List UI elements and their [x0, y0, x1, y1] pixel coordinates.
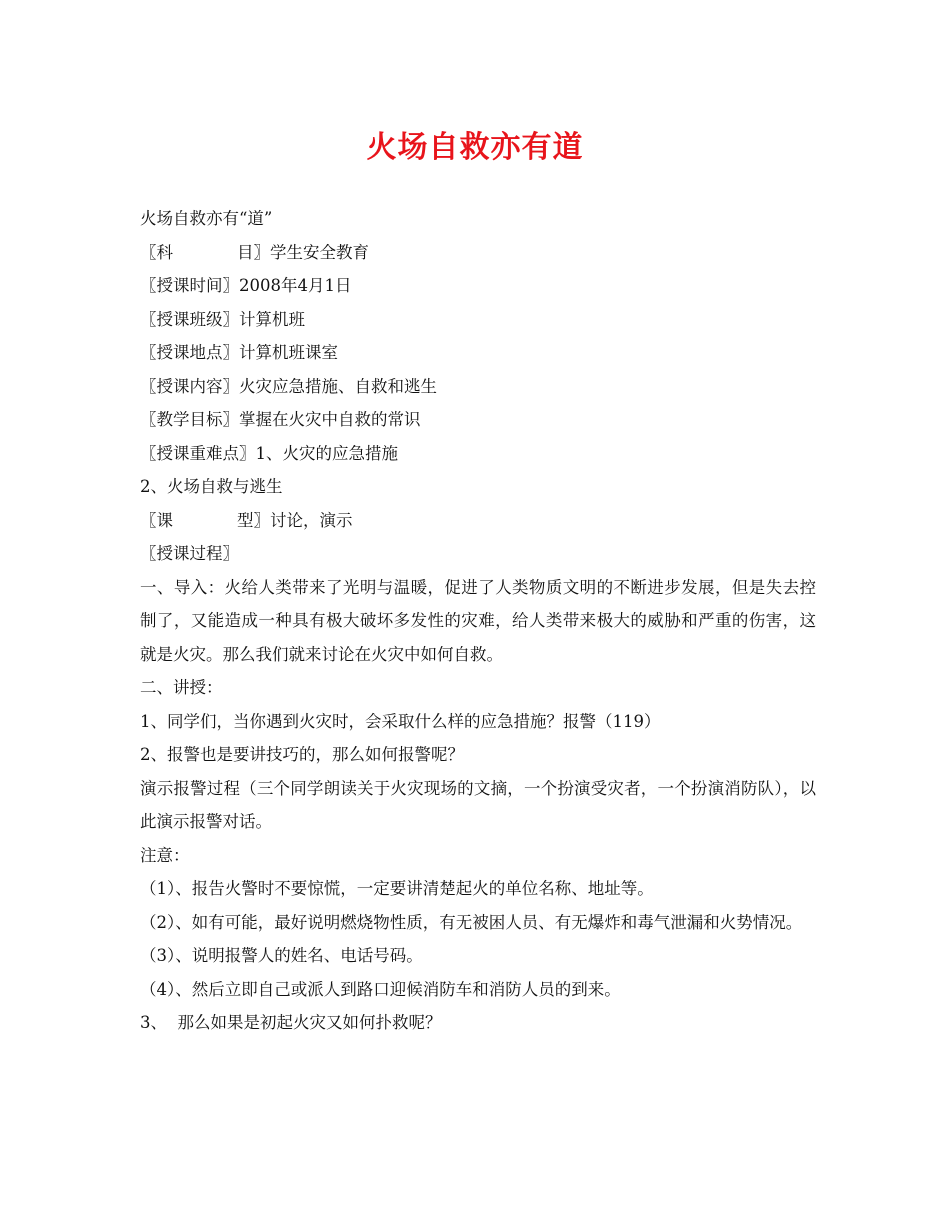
meta-location: 〖授课地点〗计算机班课室: [140, 343, 338, 362]
meta-subject: [140, 236, 816, 270]
meta-process: 〖授课过程〗: [140, 544, 239, 563]
notice-item-4: （4）、然后立即自己或派人到路口迎候消防车和消防人员的到来。: [140, 979, 621, 999]
meta-key-points-2: 2、火场自救与逃生: [140, 477, 283, 496]
meta-key-points-1: 〖授课重难点〗1、火灾的应急措施: [140, 443, 398, 463]
demo-paragraph: 演示报警过程（三个同学朗读关于火灾现场的文摘，一个扮演受灾者，一个扮演消防队），以此演示报警对话。: [140, 778, 816, 831]
question-2: 2、报警也是要讲技巧的，那么如何报警呢？: [140, 745, 464, 764]
subtitle-line: 火场自救亦有“道”: [140, 209, 273, 228]
meta-time: 〖授课时间〗2008年4月1日: [140, 276, 352, 295]
notice-item-1: （1）、报告火警时不要惊慌，一定要讲清楚起火的单位名称、地址等。: [140, 879, 654, 898]
meta-goal: 〖教学目标〗掌握在火灾中自救的常识: [140, 410, 421, 429]
intro-paragraph: 一、导入：火给人类带来了光明与温暖，促进了人类物质文明的不断进步发展，但是失去控制了，又能造成一种具有极大破坏多发性的灾难，给人类带来极大的威胁和严重的伤害，这就是火灾。那么我们就来讨论在火灾中如何自救。: [140, 577, 816, 664]
meta-class: 〖授课班级〗计算机班: [140, 309, 305, 329]
document-body: [140, 202, 816, 1040]
notice-item-3: （3）、说明报警人的姓名、电话号码。: [140, 946, 423, 965]
lecture-heading: 二、讲授：: [140, 678, 223, 697]
meta-subject-close: 目〗学生安全教育: [237, 242, 369, 262]
meta-type-close: 型〗讨论，演示: [237, 510, 353, 530]
notice-heading: 注意：: [140, 845, 190, 865]
question-3: 3、 那么如果是初起火灾又如何扑救呢？: [140, 1013, 442, 1032]
meta-subject-open: 〖科: [140, 242, 173, 262]
meta-type: [140, 504, 816, 538]
meta-type-open: 〖课: [140, 510, 173, 530]
page-title: 火场自救亦有道: [366, 130, 584, 165]
question-1: 1、同学们，当你遇到火灾时，会采取什么样的应急措施？报警（119）: [140, 711, 661, 731]
meta-content: 〖授课内容〗火灾应急措施、自救和逃生: [140, 376, 437, 396]
notice-item-2: （2）、如有可能，最好说明燃烧物性质，有无被困人员、有无爆炸和毒气泄漏和火势情况。: [140, 912, 803, 932]
